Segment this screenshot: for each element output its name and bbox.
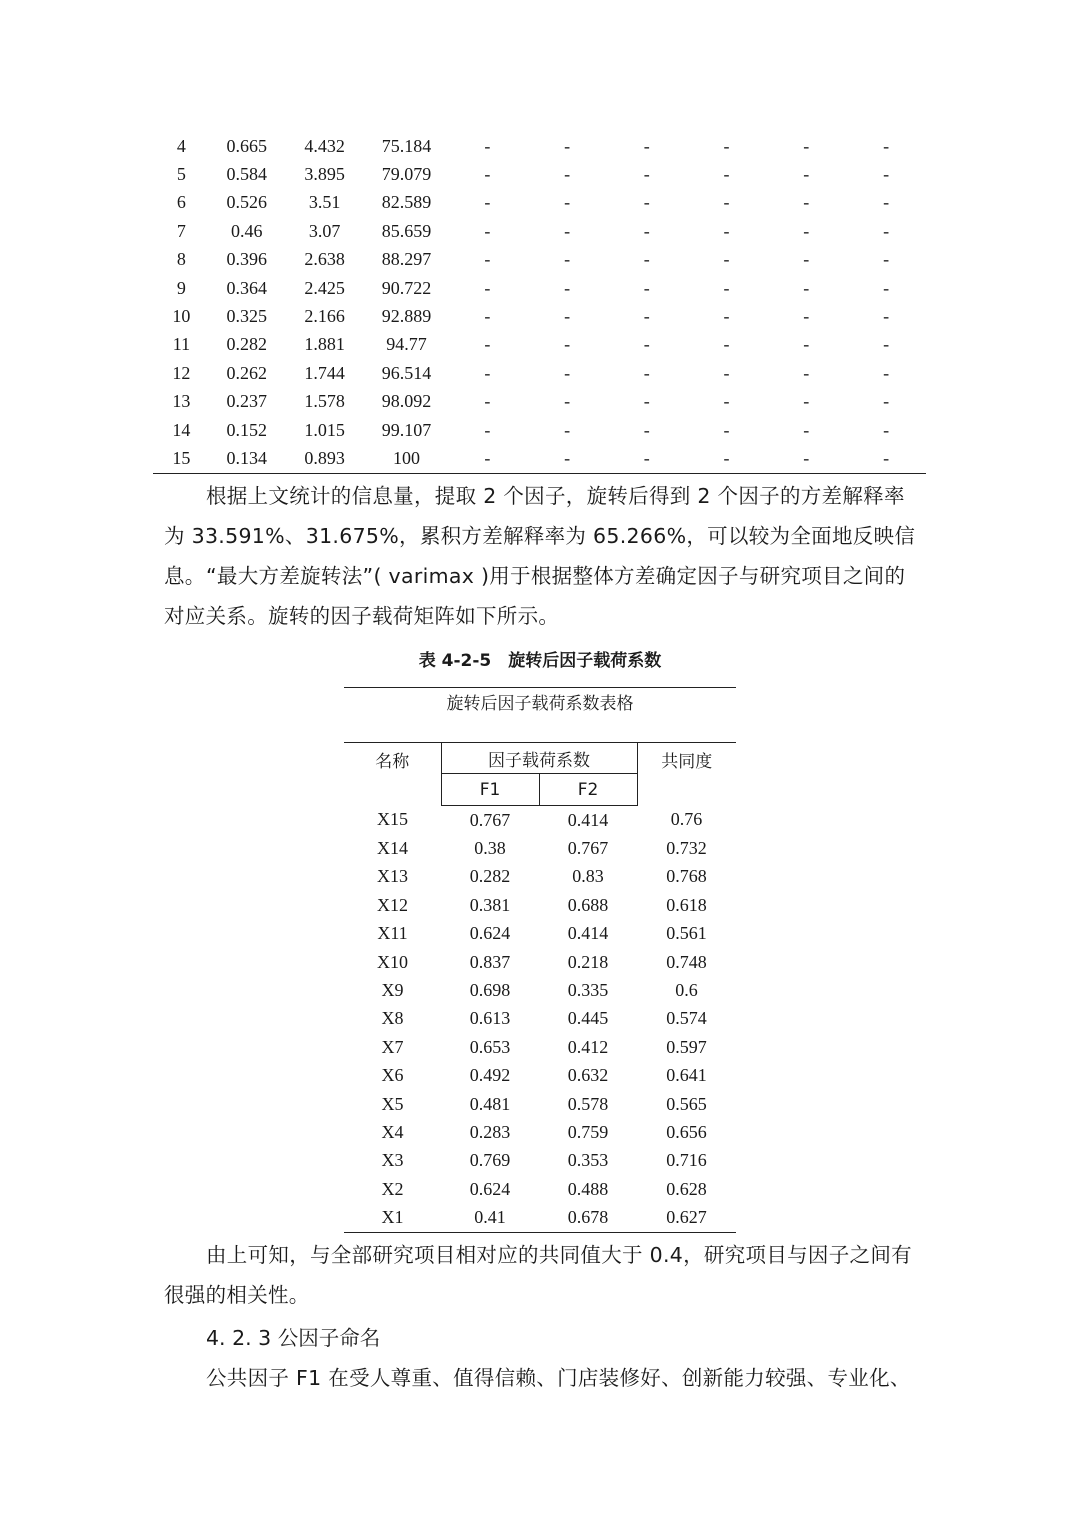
table-cell: 0.597 bbox=[666, 1036, 707, 1057]
paragraph-communality: 由上可知，与全部研究项目相对应的共同值大于 0.4，研究项目与因子之间有很强的相关性。 bbox=[164, 1243, 912, 1307]
table-cell: 0.688 bbox=[567, 894, 609, 915]
table-cell: 0.618 bbox=[666, 894, 707, 915]
table-cell: 0.561 bbox=[666, 923, 707, 944]
table-cell: - bbox=[723, 419, 730, 440]
table-cell: - bbox=[723, 164, 730, 185]
table-cell: 0.613 bbox=[469, 1008, 511, 1029]
table-cell: - bbox=[643, 164, 650, 185]
table-caption: 表 4-2-5 旋转后因子载荷系数 bbox=[418, 651, 662, 671]
table-row bbox=[344, 1090, 736, 1118]
table-cell: X15 bbox=[377, 809, 408, 830]
table-cell: 0.769 bbox=[469, 1150, 511, 1171]
table-cell: 0.837 bbox=[469, 951, 511, 972]
table-cell: 0.492 bbox=[469, 1065, 511, 1086]
table-cell: - bbox=[564, 334, 571, 355]
table-cell: 1.015 bbox=[304, 419, 345, 440]
table-cell: - bbox=[723, 249, 730, 270]
table-cell: X6 bbox=[381, 1065, 404, 1086]
table-cell: - bbox=[607, 444, 687, 473]
table-cell: - bbox=[883, 192, 890, 213]
table-cell: - bbox=[484, 391, 491, 412]
table-cell: - bbox=[564, 277, 571, 298]
table-cell: - bbox=[643, 192, 650, 213]
table-cell: 92.889 bbox=[381, 306, 432, 327]
table-cell: 11 bbox=[172, 334, 191, 355]
table-cell: - bbox=[723, 192, 730, 213]
table-row bbox=[344, 1203, 736, 1232]
table-cell: - bbox=[484, 135, 491, 156]
table-cell: - bbox=[643, 362, 650, 383]
table-cell: 0.38 bbox=[474, 838, 506, 859]
table-cell: 88.297 bbox=[381, 249, 432, 270]
table-cell: - bbox=[484, 220, 491, 241]
table-cell: 0.678 bbox=[539, 1203, 637, 1232]
table-cell: 7 bbox=[176, 220, 186, 241]
table-cell: 85.659 bbox=[381, 220, 432, 241]
table-cell: 99.107 bbox=[381, 419, 432, 440]
table-cell: 0.759 bbox=[567, 1121, 609, 1142]
table-cell: 9 bbox=[176, 277, 186, 298]
table-cell: - bbox=[484, 164, 491, 185]
table-cell: 4.432 bbox=[304, 135, 345, 156]
header-communality: 共同度 bbox=[637, 743, 736, 806]
header-f1: F1 bbox=[441, 774, 539, 806]
table-cell: X10 bbox=[377, 951, 408, 972]
table-cell: 3.51 bbox=[308, 192, 341, 213]
table-cell: 75.184 bbox=[381, 135, 432, 156]
table-row bbox=[344, 1005, 736, 1033]
table-cell: 4 bbox=[176, 135, 186, 156]
table-row bbox=[153, 189, 926, 217]
table-cell: - bbox=[687, 444, 767, 473]
table-row bbox=[344, 1033, 736, 1061]
table-cell: 98.092 bbox=[381, 391, 432, 412]
table-row bbox=[153, 331, 926, 359]
table-cell: - bbox=[723, 362, 730, 383]
table-row bbox=[344, 1118, 736, 1146]
table-cell: X5 bbox=[381, 1093, 404, 1114]
table-cell: 0.716 bbox=[666, 1150, 707, 1171]
table-row bbox=[153, 217, 926, 245]
table-cell: 0.768 bbox=[666, 866, 707, 887]
table-cell: - bbox=[564, 249, 571, 270]
table-cell: 13 bbox=[172, 391, 191, 412]
table-cell: - bbox=[643, 306, 650, 327]
table-cell: 90.722 bbox=[381, 277, 432, 298]
table-cell: X3 bbox=[381, 1150, 404, 1171]
table-cell: 0.46 bbox=[231, 220, 263, 241]
table-cell: 0.767 bbox=[469, 809, 511, 830]
table-cell: X8 bbox=[381, 1008, 404, 1029]
table-cell: - bbox=[484, 362, 491, 383]
table-cell: X9 bbox=[381, 980, 404, 1001]
table-row bbox=[153, 359, 926, 387]
table-cell: 82.589 bbox=[381, 192, 432, 213]
table-cell: - bbox=[643, 249, 650, 270]
table-cell: 5 bbox=[176, 164, 186, 185]
table-cell: 0.262 bbox=[226, 362, 268, 383]
table-cell: - bbox=[564, 362, 571, 383]
table-cell: - bbox=[564, 192, 571, 213]
table-row bbox=[344, 891, 736, 919]
table-cell: 0.574 bbox=[666, 1008, 707, 1029]
table-cell: 94.77 bbox=[386, 334, 427, 355]
table-cell: - bbox=[883, 164, 890, 185]
table-cell: - bbox=[723, 306, 730, 327]
header-factor-loading: 因子载荷系数 bbox=[441, 743, 637, 774]
table-cell: 0.41 bbox=[441, 1203, 539, 1232]
table-cell: - bbox=[564, 135, 571, 156]
loading-table-container bbox=[344, 687, 736, 1233]
table-cell: 3.895 bbox=[304, 164, 345, 185]
table-cell: 0.628 bbox=[666, 1178, 707, 1199]
header-name: 名称 bbox=[344, 743, 441, 806]
table-cell: 0.481 bbox=[469, 1093, 511, 1114]
table-cell: 1.881 bbox=[304, 334, 345, 355]
table-row bbox=[153, 416, 926, 444]
table-cell: - bbox=[883, 391, 890, 412]
table-cell: 79.079 bbox=[381, 164, 432, 185]
table-cell: - bbox=[643, 277, 650, 298]
table-cell: - bbox=[723, 334, 730, 355]
table-cell: - bbox=[564, 419, 571, 440]
table-cell: 6 bbox=[176, 192, 186, 213]
table-row bbox=[153, 274, 926, 302]
table-cell: 0.748 bbox=[666, 951, 707, 972]
table-cell: - bbox=[643, 220, 650, 241]
table-cell: X13 bbox=[377, 866, 408, 887]
table-cell: - bbox=[803, 164, 810, 185]
table-cell: 0.282 bbox=[226, 334, 268, 355]
table-row bbox=[344, 920, 736, 948]
table-cell: X11 bbox=[377, 923, 408, 944]
table-row bbox=[344, 806, 736, 835]
table-cell: - bbox=[447, 444, 527, 473]
table-cell: 0.353 bbox=[567, 1150, 609, 1171]
table-cell: 0.624 bbox=[469, 1178, 511, 1199]
loading-table bbox=[344, 742, 736, 1233]
table-cell: 0.526 bbox=[226, 192, 268, 213]
table-cell: 0.83 bbox=[572, 866, 604, 887]
table-cell: - bbox=[723, 220, 730, 241]
table-cell: - bbox=[803, 362, 810, 383]
table-cell: 0.282 bbox=[469, 866, 511, 887]
table-cell: 0.335 bbox=[567, 980, 609, 1001]
table-cell: 14 bbox=[172, 419, 191, 440]
table-cell: 0.6 bbox=[675, 980, 698, 1001]
table-cell: 0.732 bbox=[666, 838, 707, 859]
table-cell: 2.425 bbox=[304, 277, 345, 298]
table-cell: - bbox=[883, 419, 890, 440]
table-cell: - bbox=[564, 164, 571, 185]
table-cell: 10 bbox=[172, 306, 191, 327]
table-cell: X1 bbox=[344, 1203, 441, 1232]
table-row bbox=[344, 863, 736, 891]
table-cell: 1.578 bbox=[304, 391, 345, 412]
table-cell: - bbox=[883, 135, 890, 156]
table-cell: 0.632 bbox=[567, 1065, 609, 1086]
table-cell: - bbox=[484, 277, 491, 298]
table-cell: 0.665 bbox=[226, 135, 268, 156]
table-row bbox=[153, 302, 926, 330]
table-cell: - bbox=[803, 334, 810, 355]
table-cell: 0.134 bbox=[210, 444, 284, 473]
table-cell: 0.76 bbox=[670, 809, 703, 830]
table-row bbox=[344, 948, 736, 976]
table-row bbox=[153, 132, 926, 160]
table-cell: 3.07 bbox=[308, 220, 341, 241]
table-cell: - bbox=[643, 391, 650, 412]
table-cell: 0.893 bbox=[284, 444, 366, 473]
table-cell: - bbox=[803, 277, 810, 298]
table-cell: - bbox=[564, 391, 571, 412]
table-cell: - bbox=[883, 306, 890, 327]
section-heading: 4. 2. 3 公因子命名 bbox=[206, 1326, 381, 1350]
table-cell: 96.514 bbox=[381, 362, 432, 383]
table-cell: 0.414 bbox=[567, 923, 609, 944]
header-f2: F2 bbox=[539, 774, 637, 806]
table-cell: 0.656 bbox=[666, 1121, 707, 1142]
table-cell: 2.166 bbox=[304, 306, 345, 327]
table-row bbox=[153, 160, 926, 188]
table-cell: 0.325 bbox=[226, 306, 268, 327]
table-cell: - bbox=[723, 135, 730, 156]
table-row bbox=[344, 834, 736, 862]
table-cell: 0.381 bbox=[469, 894, 511, 915]
table-cell: - bbox=[803, 220, 810, 241]
table-cell: - bbox=[643, 334, 650, 355]
table-row bbox=[344, 1175, 736, 1203]
table-row bbox=[344, 1062, 736, 1090]
table-cell: - bbox=[883, 249, 890, 270]
table-cell: 15 bbox=[153, 444, 210, 473]
table-cell: - bbox=[883, 220, 890, 241]
table-cell: - bbox=[484, 192, 491, 213]
table-cell: - bbox=[723, 391, 730, 412]
table-cell: 0.445 bbox=[567, 1008, 609, 1029]
table-cell: - bbox=[803, 135, 810, 156]
table-cell: 0.237 bbox=[226, 391, 268, 412]
table-cell: 1.744 bbox=[304, 362, 345, 383]
table-cell: 0.627 bbox=[637, 1203, 736, 1232]
table-cell: 0.565 bbox=[666, 1093, 707, 1114]
table-cell: 0.584 bbox=[226, 164, 268, 185]
table-cell: 0.767 bbox=[567, 838, 609, 859]
table-cell: - bbox=[883, 277, 890, 298]
table-cell: 12 bbox=[172, 362, 191, 383]
paragraph-variance-explained: 根据上文统计的信息量，提取 2 个因子，旋转后得到 2 个因子的方差解释率为 33.591%、31.675%，累积方差解释率为 65.266%，可以较为全面地反映信息。 bbox=[164, 484, 916, 588]
table-cell: 0.488 bbox=[567, 1178, 609, 1199]
table-cell: - bbox=[484, 334, 491, 355]
table-cell: - bbox=[803, 306, 810, 327]
table-cell: - bbox=[883, 362, 890, 383]
table-cell: 0.152 bbox=[226, 419, 268, 440]
table-cell: - bbox=[723, 277, 730, 298]
table-cell: - bbox=[527, 444, 607, 473]
table-cell: 0.364 bbox=[226, 277, 268, 298]
paragraph-varimax: “最大方差旋转法”( varimax )用于根据整体方差确定因子与研究项目之间的对应关系。旋转的因子载荷矩阵如下所示。 bbox=[164, 564, 906, 628]
table-cell: 0.414 bbox=[567, 809, 609, 830]
table-cell: X12 bbox=[377, 894, 408, 915]
table-row bbox=[344, 976, 736, 1004]
table-cell: X2 bbox=[381, 1178, 404, 1199]
table-cell: - bbox=[564, 220, 571, 241]
table-cell: - bbox=[766, 444, 846, 473]
table-cell: - bbox=[484, 249, 491, 270]
table-cell: - bbox=[803, 391, 810, 412]
table-cell: - bbox=[643, 419, 650, 440]
table-cell: 0.218 bbox=[567, 951, 609, 972]
table-row bbox=[153, 388, 926, 416]
table-cell: - bbox=[484, 419, 491, 440]
table-cell: X4 bbox=[381, 1121, 404, 1142]
table-cell: 0.412 bbox=[567, 1036, 609, 1057]
table-cell: 8 bbox=[176, 249, 186, 270]
table-cell: - bbox=[643, 135, 650, 156]
table-cell: - bbox=[883, 334, 890, 355]
table-cell: 0.396 bbox=[226, 249, 268, 270]
paragraph-factor-f1: 公共因子 F1 在受人尊重、值得信赖、门店装修好、创新能力较强、专业化、 bbox=[206, 1366, 911, 1390]
table-cell: 0.283 bbox=[469, 1121, 511, 1142]
table-cell: - bbox=[564, 306, 571, 327]
loading-table-title: 旋转后因子载荷系数表格 bbox=[344, 687, 736, 742]
table-row bbox=[344, 1147, 736, 1175]
table-row bbox=[153, 246, 926, 274]
table-cell: 0.578 bbox=[567, 1093, 609, 1114]
table-cell: 0.641 bbox=[666, 1065, 707, 1086]
table-cell: 2.638 bbox=[304, 249, 345, 270]
table-cell: 0.653 bbox=[469, 1036, 511, 1057]
table-cell: - bbox=[803, 192, 810, 213]
table-cell: X7 bbox=[381, 1036, 404, 1057]
table-cell: 100 bbox=[366, 444, 448, 473]
table-cell: 0.698 bbox=[469, 980, 511, 1001]
table-cell: - bbox=[803, 419, 810, 440]
eigenvalue-table bbox=[153, 132, 926, 474]
table-cell: - bbox=[484, 306, 491, 327]
table-row bbox=[153, 444, 926, 473]
table-cell: 0.624 bbox=[469, 923, 511, 944]
table-cell: - bbox=[803, 249, 810, 270]
table-cell: X14 bbox=[377, 838, 408, 859]
table-cell: - bbox=[846, 444, 926, 473]
